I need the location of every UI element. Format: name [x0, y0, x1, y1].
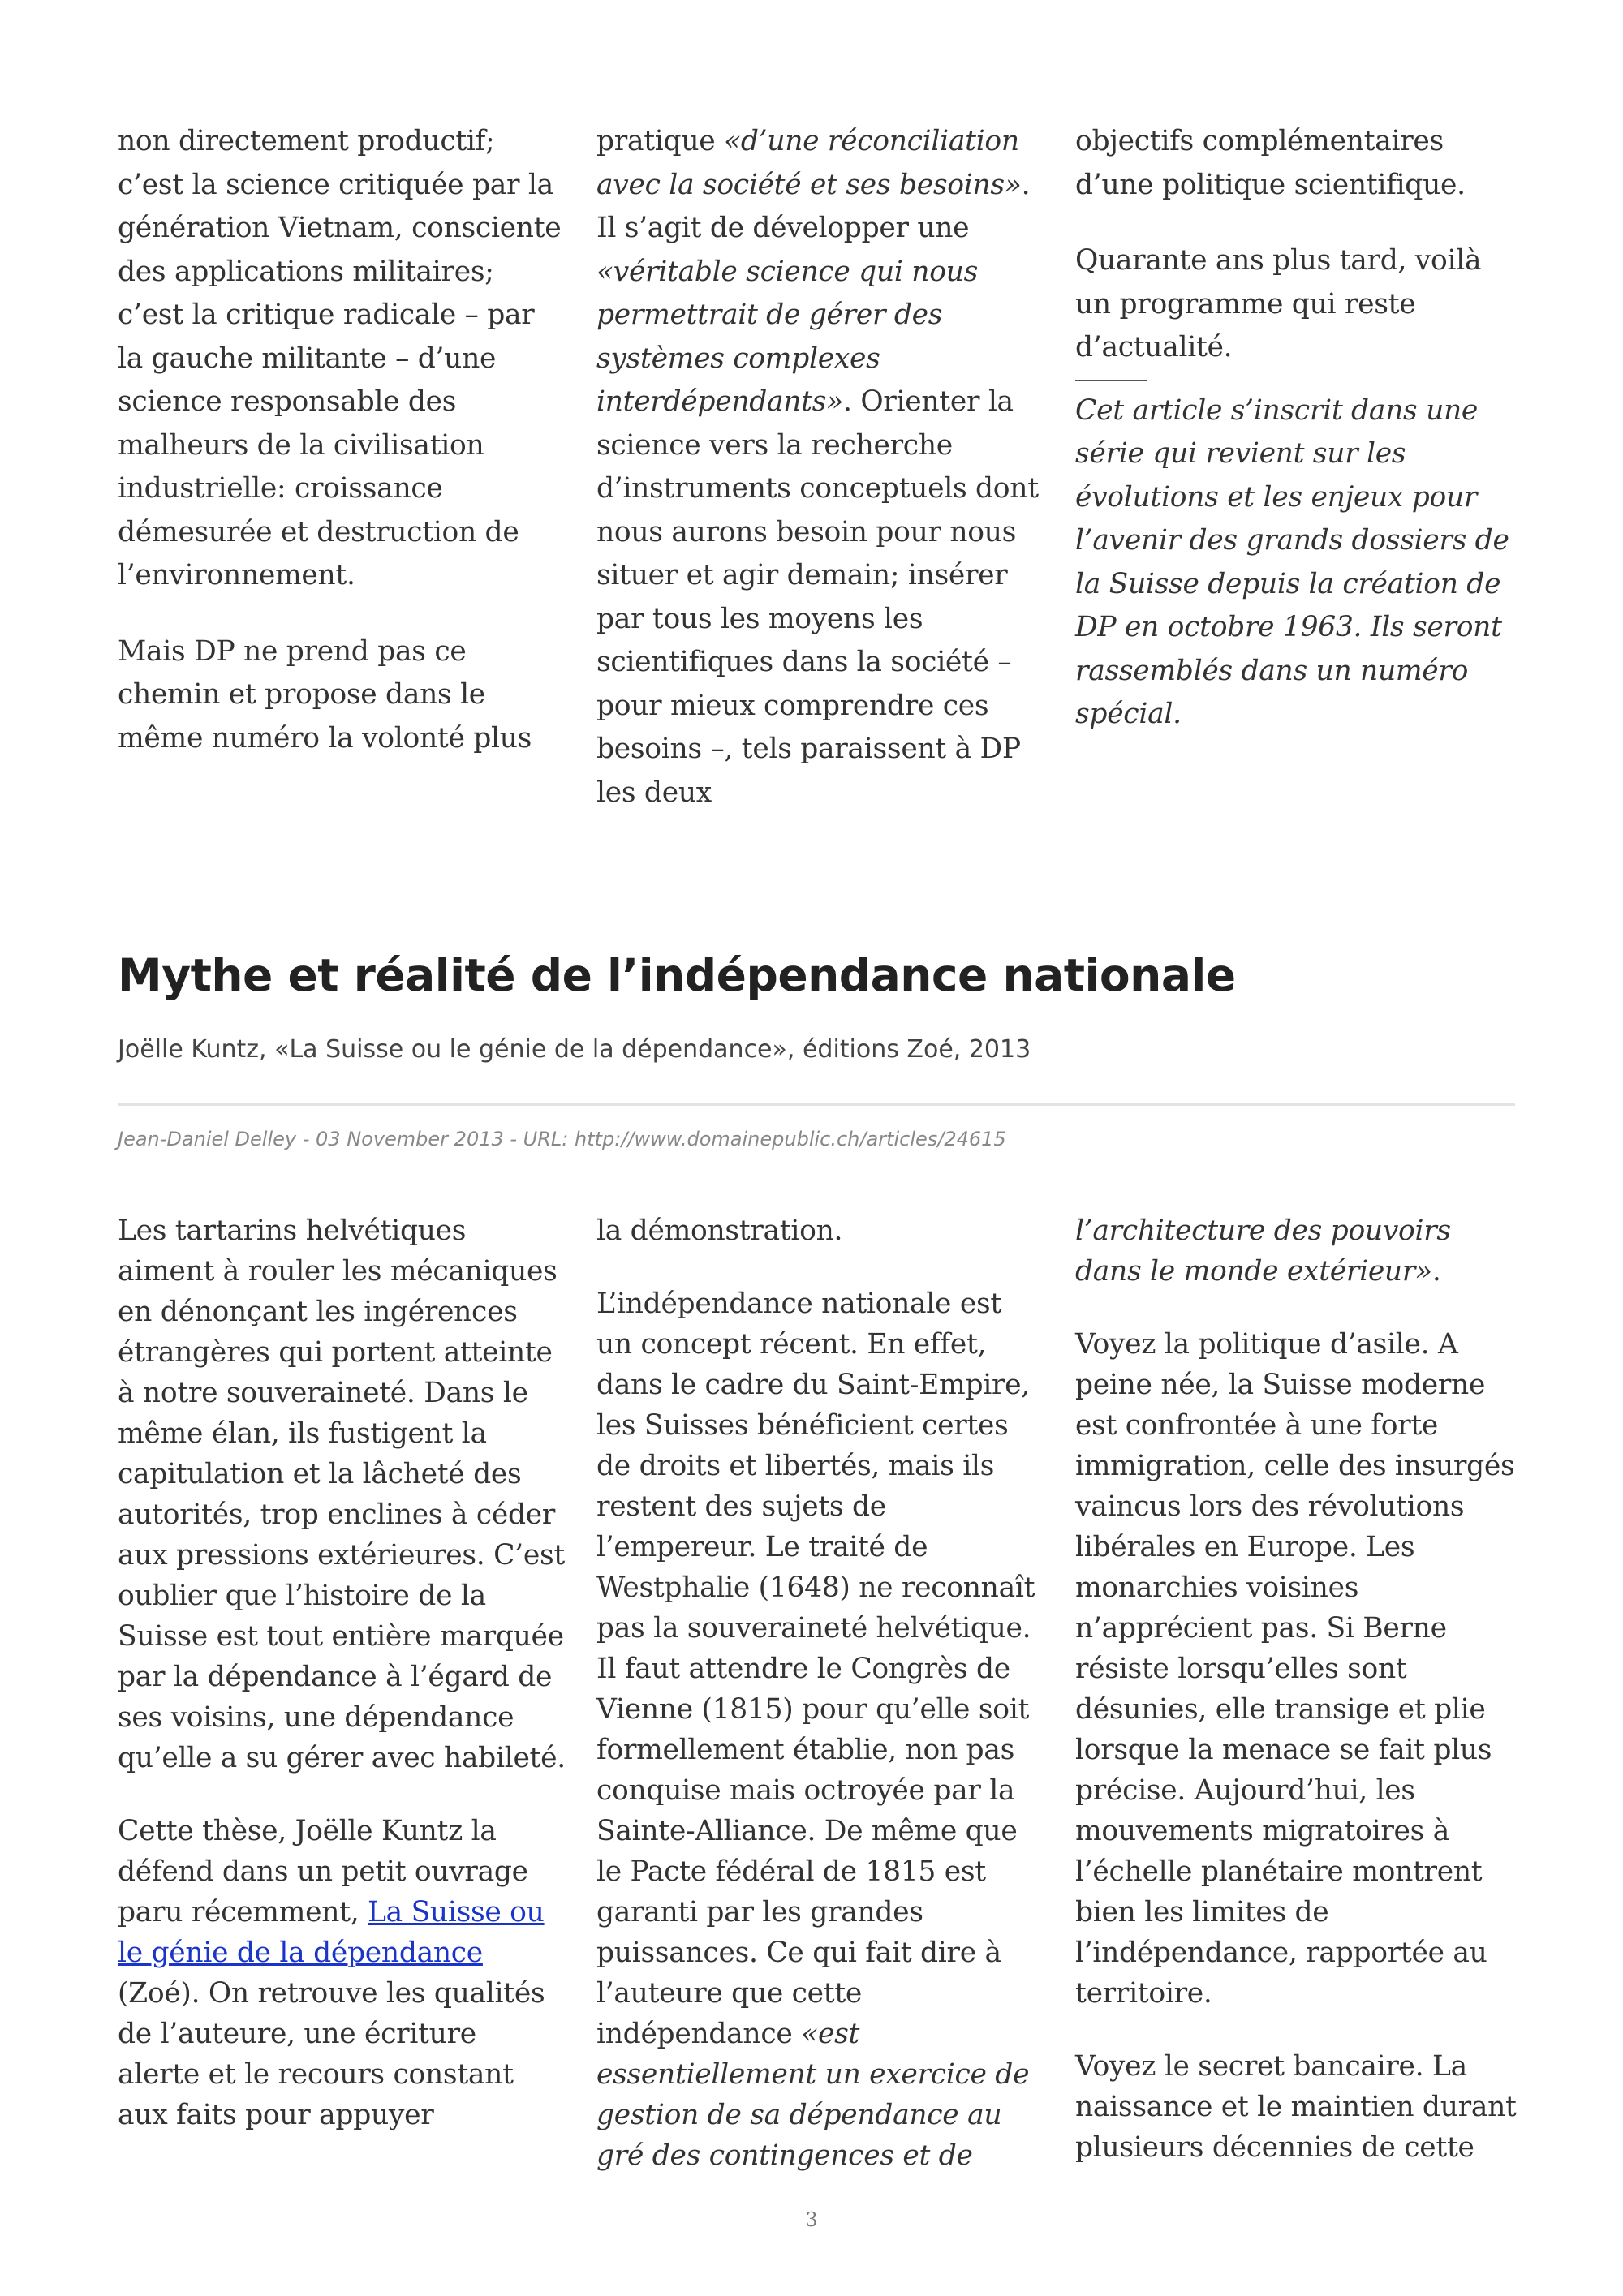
article-columns	[118, 1210, 1523, 2208]
previous-article-column-1	[118, 120, 566, 847]
article-column-3	[1075, 1210, 1523, 2208]
paragraph: Mais DP ne prend pas ce chemin et propose dans le même numéro la volonté plus	[118, 634, 532, 755]
article-column-1	[118, 1210, 566, 2208]
article-title: Mythe et réalité de l’indépendance nationale	[118, 949, 1236, 1001]
paragraph: non directement productif; c’est la science critiquée par la génération Vietnam, consciente des applications militaires; c’est la critique radicale – par la gauche militante – d’une science responsable des malheurs de la civilisation industrielle: croissance démesurée et destruction de l’environnement.	[118, 125, 562, 591]
previous-article-column-3	[1075, 120, 1523, 847]
quote: l’architecture des pouvoirs dans le monde extérieur»	[1075, 1215, 1451, 1288]
page-number: 3	[805, 2208, 818, 2231]
previous-article-columns	[118, 120, 1523, 847]
paragraph: Les tartarins helvétiques aiment à rouler les mécaniques en dénonçant les ingérences étrangères qui portent atteinte à notre souveraineté. Dans le même élan, ils fustigent la capitulation et la lâcheté des autorités, trop enclines à céder aux pressions extérieures. C’est oublier que l’histoire de la Suisse est tout entière marquée par la dépendance à l’égard de ses voisins, une dépendance qu’elle a su gérer avec habileté.	[118, 1215, 566, 1774]
paragraph: L’indépendance nationale est un concept récent. En effet, dans le cadre du Saint-Empire, les Suisses bénéficient certes de droits et libertés, mais ils restent des sujets de l’empereur. Le traité de Westphalie (1648) ne reconnaît pas la souveraineté helvétique. Il faut attendre le Congrès de Vienne (1815) pour qu’elle soit formellement établie, non pas conquise mais octroyée par la Sainte-Alliance. De même que le Pacte fédéral de 1815 est garanti par les grandes puissances. Ce qui fait dire à l’auteure que cette indépendance «est essentiellement un exercice de gestion de sa dépendance au gré des contingences et de	[596, 1288, 1035, 2172]
book-link[interactable]: La Suisse ou le génie de la dépendance	[118, 1896, 545, 1969]
paragraph: Quarante ans plus tard, voilà un programme qui reste d’actualité.	[1075, 244, 1482, 363]
paragraph: Voyez la politique d’asile. A peine née, la Suisse moderne est confrontée à une forte immigration, celle des insurgés vaincus lors des révolutions libérales en Europe. Les monarchies voisines n’apprécient pas. Si Berne résiste lorsqu’elles sont désunies, elle transige et plie lorsque la menace se fait plus précise. Aujourd’hui, les mouvements migratoires à l’échelle planétaire montrent bien les limites de l’indépendance, rapportée au territoire.	[1075, 1328, 1515, 2010]
paragraph: Cette thèse, Joëlle Kuntz la défend dans un petit ouvrage paru récemment, La Suisse ou le génie de la dépendance (Zoé). On retrouve les qualités de l’auteure, une écriture alerte et le recours constant aux faits pour appuyer	[118, 1815, 545, 2131]
previous-article-column-2	[596, 120, 1044, 847]
quote: «est essentiellement un exercice de gestion de sa dépendance au gré des contingences et de	[596, 2018, 1030, 2172]
paragraph: la démonstration.	[596, 1215, 843, 1247]
paragraph: pratique «d’une réconciliation avec la société et ses besoins». Il s’agit de développer une «véritable science qui nous permettrait de gérer des systèmes complexes interdépendants». Orienter la science vers la recherche d’instruments conceptuels dont nous aurons besoin pour nous situer et agir demain; insérer par tous les moyens les scientifiques dans la société – pour mieux comprendre ces besoins –, tels paraissent à DP les deux	[596, 125, 1039, 809]
series-note: Cet article s’inscrit dans une série qui revient sur les évolutions et les enjeux pour l’avenir des grands dossiers de la Suisse depuis la création de DP en octobre 1963. Ils seront rassemblés dans un numéro spécial.	[1075, 393, 1509, 730]
article-subtitle: Joëlle Kuntz, «La Suisse ou le génie de la dépendance», éditions Zoé, 2013	[118, 1035, 1031, 1064]
divider	[118, 1103, 1515, 1106]
article-column-2	[596, 1210, 1044, 2208]
paragraph: Voyez le secret bancaire. La naissance et le maintien durant plusieurs décennies de cette	[1075, 2050, 1517, 2164]
paragraph: l’architecture des pouvoirs dans le monde extérieur».	[1075, 1215, 1451, 1288]
quote: «véritable science qui nous permettrait de gérer des systèmes complexes interdépendants»	[596, 255, 978, 418]
article-meta: Jean-Daniel Delley - 03 November 2013 - URL: http://www.domainepublic.ch/articles/24615	[118, 1128, 1006, 1150]
paragraph: objectifs complémentaires d’une politique scientifique.	[1075, 125, 1466, 201]
quote: «d’une réconciliation avec la société et ses besoins»	[596, 125, 1022, 201]
footnote-separator	[1075, 380, 1147, 381]
